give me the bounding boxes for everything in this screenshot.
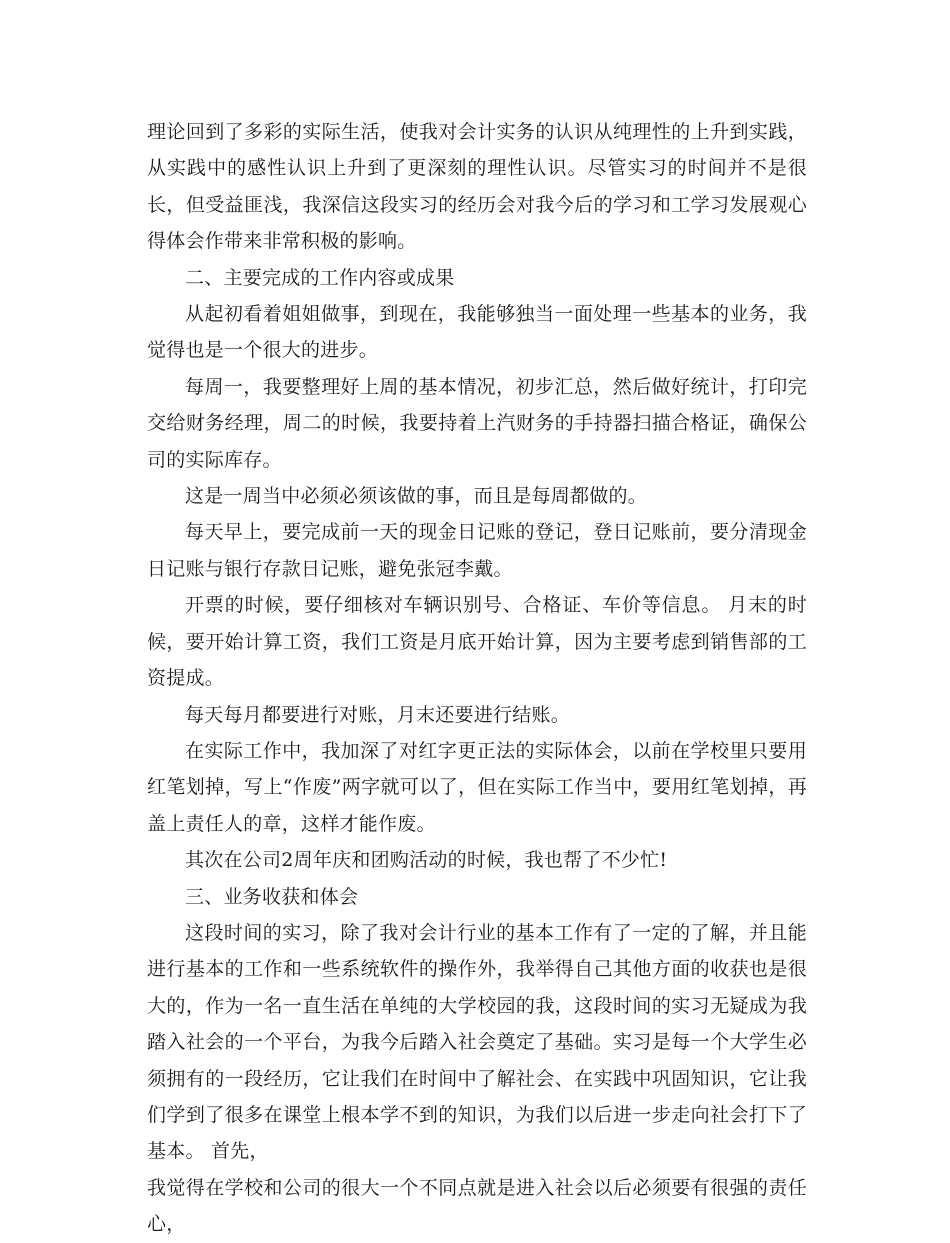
document-body <box>147 114 807 1243</box>
paragraph-daily-journal: 每天早上，要完成前一天的现金日记账的登记，登日记账前，要分清现金日记账与银行存款日记账，避免张冠李戴。 <box>147 521 807 580</box>
paragraph-weekly-duty: 这是一周当中必须必须该做的事，而且是每周都做的。 <box>185 485 648 508</box>
paragraph-internship-gains: 这段时间的实习，除了我对会计行业的基本工作有了一定的了解，并且能进行基本的工作和一些系统软件的操作外，我举得自己其他方面的收获也是很大的，作为一名一直生活在单纯的大学校园的我，这段时间的实习无疑成为我踏入社会的一个平台，为我今后踏入社会奠定了基础。实习是每一个大学生必须拥有的一段经历，它让我们在时间中了解社会、在实践中巩固知识，它让我们学到了很多在课堂上根本学不到的知识，为我们以后进一步走向社会打下了基本。 首先， <box>147 921 807 1163</box>
paragraph-red-correction: 在实际工作中，我加深了对红字更正法的实际体会，以前在学校里只要用红笔划掉，写上“作废”两字就可以了，但在实际工作当中，要用红笔划掉，再盖上责任人的章，这样才能作废。 <box>147 739 807 835</box>
paragraph-invoicing-payroll: 开票的时候，要仔细核对车辆识别号、合格证、车价等信息。 月末的时候，要开始计算工资，我们工资是月底开始计算，因为主要考虑到销售部的工资提成。 <box>147 594 807 690</box>
paragraph-progress: 从起初看着姐姐做事，到现在，我能够独当一面处理一些基本的业务，我觉得也是一个很大的进步。 <box>147 303 807 362</box>
paragraph-monday-tasks: 每周一，我要整理好上周的基本情况，初步汇总，然后做好统计，打印完交给财务经理，周二的时候，我要持着上汽财务的手持器扫描合格证，确保公司的实际库存。 <box>147 375 807 471</box>
paragraph-reconciliation: 每天每月都要进行对账，月末还要进行结账。 <box>185 703 571 726</box>
section-heading-work-content: 二、主要完成的工作内容或成果 <box>185 266 455 289</box>
paragraph-responsibility: 我觉得在学校和公司的很大一个不同点就是进入社会以后必须要有很强的责任心， <box>147 1176 807 1236</box>
paragraph-practice-summary: 理论回到了多彩的实际生活，使我对会计实务的认识从纯理性的上升到实践，从实践中的感性认识上升到了更深刻的理性认识。尽管实习的时间并不是很长，但受益匪浅，我深信这段实习的经历会对我今后的学习和工学习发展观心得体会作带来非常积极的影响。 <box>147 121 807 253</box>
section-heading-gains: 三、业务收获和体会 <box>185 885 359 908</box>
paragraph-anniversary: 其次在公司2周年庆和团购活动的时候，我也帮了不少忙! <box>185 849 668 872</box>
